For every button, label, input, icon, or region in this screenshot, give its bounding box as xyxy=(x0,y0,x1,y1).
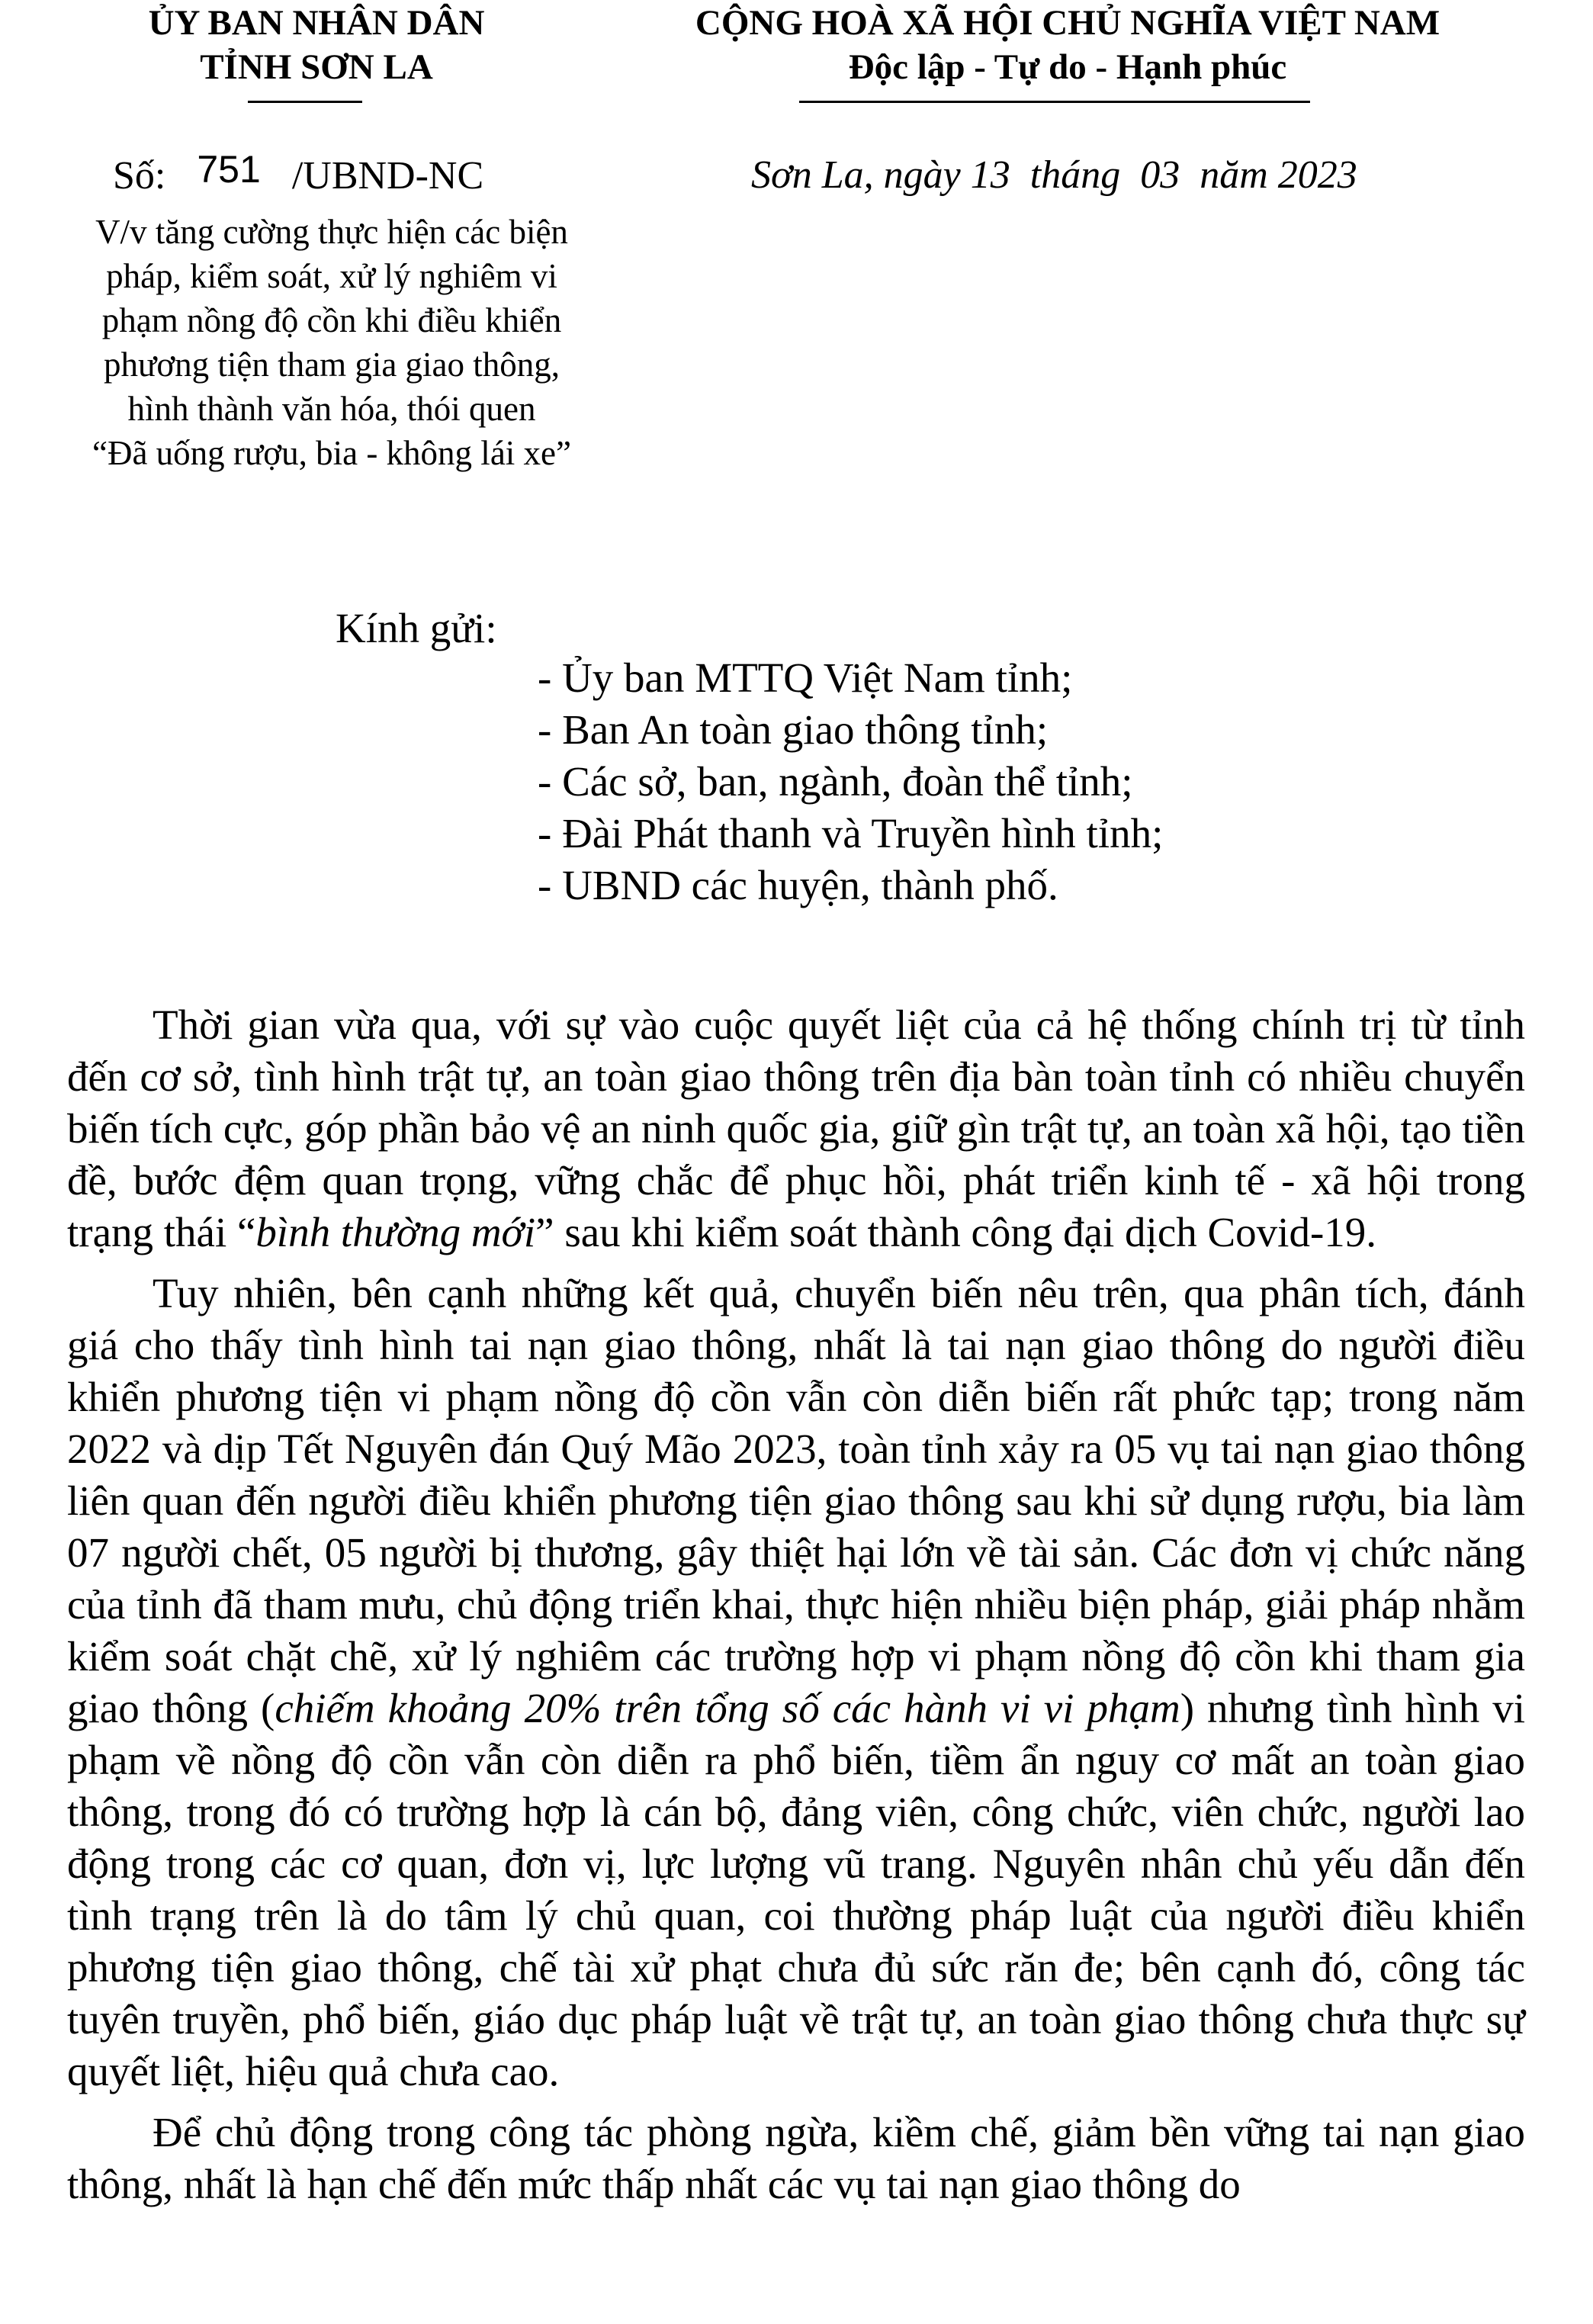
recipient-item: - Các sở, ban, ngành, đoàn thể tỉnh; xyxy=(538,758,1133,805)
subject-line: V/v tăng cường thực hiện các biện xyxy=(95,213,568,251)
subject-line: “Đã uống rượu, bia - không lái xe” xyxy=(92,434,571,472)
recipient-item: - Ban An toàn giao thông tỉnh; xyxy=(538,706,1049,753)
national-motto: Độc lập - Tự do - Hạnh phúc xyxy=(848,47,1287,87)
paragraph-text: ” sau khi kiểm soát thành công đại dịch Covid-19. xyxy=(535,1209,1377,1255)
subject-line: pháp, kiểm soát, xử lý nghiêm vi xyxy=(106,257,557,295)
subject-line: hình thành văn hóa, thói quen xyxy=(127,390,536,428)
subject-line: phương tiện tham gia giao thông, xyxy=(103,346,560,384)
recipient-item: - Đài Phát thanh và Truyền hình tỉnh; xyxy=(538,810,1164,857)
paragraph-italic: chiếm khoảng 20% trên tổng số các hành vi vi phạm xyxy=(275,1685,1180,1731)
issuer-province: TỈNH SƠN LA xyxy=(200,47,433,87)
letter-body xyxy=(67,999,1525,2210)
subject-block xyxy=(31,210,633,475)
subject-line: phạm nồng độ cồn khi điều khiển xyxy=(101,301,562,339)
number-value: 751 xyxy=(197,148,261,191)
body-paragraph-3: Để chủ động trong công tác phòng ngừa, kiềm chế, giảm bền vững tai nạn giao thông, nhất là hạn chế đến mức thấp nhất các vụ tai nạn giao thông do xyxy=(67,2109,1525,2207)
issuer-name: ỦY BAN NHÂN DÂN xyxy=(148,3,485,43)
paragraph-text: ) nhưng tình hình vi phạm về nồng độ cồn vẫn còn diễn ra phổ biến, tiềm ẩn nguy cơ mất an toàn giao thông, trong đó có trường hợp là cán bộ, đảng viên, công chức, viên chức, người lao động trong các cơ quan, đơn vị, lực lượng vũ trang. Nguyên nhân chủ yếu dẫn đến tình trạng trên là do tâm lý chủ quan, coi thường pháp luật của người điều khiển phương tiện giao thông, chế tài xử phạt chưa đủ sức răn đe; bên cạnh đó, công tác tuyên truyền, phổ biến, giáo dục pháp luật về trật tự, an toàn giao thông chưa thực sự quyết liệt, hiệu quả chưa cao. xyxy=(67,1685,1525,2094)
motto-underline xyxy=(799,101,1310,103)
paragraph-text: Tuy nhiên, bên cạnh những kết quả, chuyển biến nêu trên, qua phân tích, đánh giá cho thấy tình hình tai nạn giao thông, nhất là tai nạn giao thông do người điều khiển phương tiện vi phạm nồng độ cồn vẫn còn diễn biến rất phức tạp; trong năm 2022 và dịp Tết Nguyên đán Quý Mão 2023, toàn tỉnh xảy ra 05 vụ tai nạn giao thông liên quan đến người điều khiển phương tiện giao thông sau khi sử dụng rượu, bia làm 07 người chết, 05 người bị thương, gây thiệt hại lớn về tài sản. Các đơn vị chức năng của tỉnh đã tham mưu, chủ động triển khai, thực hiện nhiều biện pháp, giải pháp nhằm kiểm soát chặt chẽ, xử lý nghiêm các trường hợp vi phạm nồng độ cồn khi tham gia giao thông ( xyxy=(67,1270,1525,1731)
recipient-item: - UBND các huyện, thành phố. xyxy=(538,862,1058,908)
paragraph-text: Thời gian vừa qua, với sự vào cuộc quyết liệt của cả hệ thống chính trị từ tỉnh đến cơ sở, tình hình trật tự, an toàn giao thông trên địa bàn toàn tỉnh có nhiều chuyển biến tích cực, góp phần bảo vệ an ninh quốc gia, giữ gìn trật tự, an toàn xã hội, tạo tiền đề, bước đệm quan trọng, vững chắc để phục hồi, phát triển kinh tế - xã hội trong trạng thái “ xyxy=(67,1001,1525,1255)
issuer-underline xyxy=(248,101,362,103)
place-date: Sơn La, ngày 13 tháng 03 năm 2023 xyxy=(751,153,1357,197)
body-paragraph-1 xyxy=(67,999,1525,1258)
number-prefix: Số: xyxy=(113,154,166,198)
body-paragraph-2 xyxy=(67,1268,1525,2097)
recipient-item: - Ủy ban MTTQ Việt Nam tỉnh; xyxy=(538,654,1073,701)
number-suffix: /UBND-NC xyxy=(291,154,484,198)
recipients-list xyxy=(538,652,1163,911)
paragraph-italic: bình thường mới xyxy=(255,1209,536,1255)
national-title: CỘNG HOÀ XÃ HỘI CHỦ NGHĨA VIỆT NAM xyxy=(695,3,1440,43)
recipients-label: Kính gửi: xyxy=(336,605,497,651)
document-number xyxy=(113,148,484,199)
